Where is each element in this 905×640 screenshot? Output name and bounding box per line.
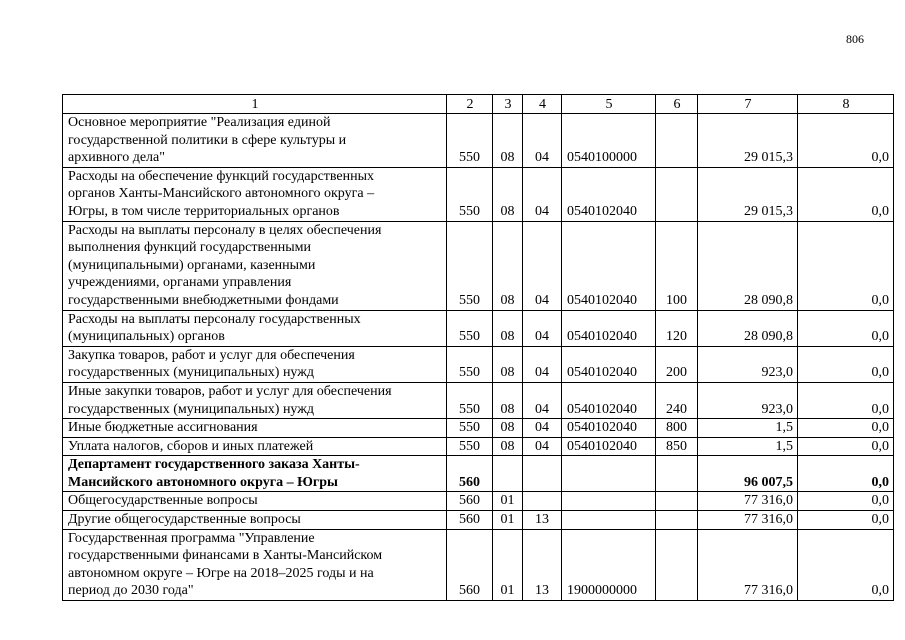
- header-cell: 7: [698, 95, 798, 114]
- section-code-cell: 550: [447, 114, 493, 168]
- table-row: [63, 511, 894, 530]
- amount-cell: 28 090,8: [698, 221, 798, 310]
- item-name-cell: [63, 310, 447, 346]
- item-name-cell: [63, 346, 447, 382]
- target-article-cell: 0540102040: [562, 419, 656, 438]
- subchapter-cell: 04: [523, 221, 562, 310]
- item-name-line: Расходы на выплаты персоналу государственных: [68, 311, 361, 327]
- subchapter-cell: 04: [523, 437, 562, 456]
- target-article-cell: [562, 511, 656, 530]
- header-cell: 5: [562, 95, 656, 114]
- table-row: [63, 456, 894, 492]
- expense-type-cell: 800: [656, 419, 698, 438]
- amount-cell: 0,0: [798, 114, 894, 168]
- item-name-line: государственными внебюджетными фондами: [68, 292, 339, 308]
- item-name-line: Уплата налогов, сборов и иных платежей: [68, 438, 314, 454]
- item-name-line: Расходы на выплаты персоналу в целях обеспечения: [68, 222, 382, 238]
- item-name-line: Другие общегосударственные вопросы: [68, 512, 301, 528]
- item-name-line: период до 2030 года": [68, 583, 194, 599]
- target-article-cell: 0540102040: [562, 346, 656, 382]
- amount-cell: 0,0: [798, 382, 894, 418]
- item-name-line: Расходы на обеспечение функций государственных: [68, 168, 375, 184]
- item-name-line: государственных (муниципальных) нужд: [68, 365, 315, 381]
- item-name-cell: [63, 437, 447, 456]
- section-code-cell: 560: [447, 492, 493, 511]
- chapter-cell: 08: [493, 346, 523, 382]
- subchapter-cell: [523, 492, 562, 511]
- amount-cell: 0,0: [798, 492, 894, 511]
- chapter-cell: 08: [493, 382, 523, 418]
- expense-type-cell: 850: [656, 437, 698, 456]
- expense-type-cell: 240: [656, 382, 698, 418]
- subchapter-cell: [523, 456, 562, 492]
- amount-cell: 923,0: [698, 346, 798, 382]
- section-code-cell: 550: [447, 167, 493, 221]
- amount-cell: 96 007,5: [698, 456, 798, 492]
- table-row: [63, 419, 894, 438]
- chapter-cell: 08: [493, 114, 523, 168]
- item-name-line: (муниципальных) органов: [68, 329, 225, 345]
- table-row: [63, 167, 894, 221]
- item-name-line: государственной политики в сфере культуры и: [68, 132, 347, 148]
- item-name-line: органов Ханты-Мансийского автономного округа –: [68, 186, 375, 202]
- chapter-cell: 01: [493, 529, 523, 600]
- item-name-line: архивного дела": [68, 150, 165, 166]
- item-name-cell: [63, 456, 447, 492]
- chapter-cell: 08: [493, 437, 523, 456]
- section-code-cell: 550: [447, 382, 493, 418]
- item-name-line: учреждениями, органами управления: [68, 275, 292, 291]
- item-name-line: Основное мероприятие "Реализация единой: [68, 115, 331, 130]
- item-name-cell: [63, 419, 447, 438]
- item-name-cell: [63, 529, 447, 600]
- item-name-cell: [63, 114, 447, 168]
- amount-cell: 0,0: [798, 456, 894, 492]
- subchapter-cell: 13: [523, 529, 562, 600]
- target-article-cell: 0540100000: [562, 114, 656, 168]
- item-name-line: Югры, в том числе территориальных органов: [68, 203, 340, 219]
- amount-cell: 29 015,3: [698, 167, 798, 221]
- amount-cell: 1,5: [698, 437, 798, 456]
- item-name-cell: [63, 167, 447, 221]
- expense-type-cell: [656, 529, 698, 600]
- header-row: [63, 95, 894, 114]
- chapter-cell: 08: [493, 419, 523, 438]
- amount-cell: 77 316,0: [698, 529, 798, 600]
- item-name-cell: [63, 382, 447, 418]
- amount-cell: 0,0: [798, 529, 894, 600]
- expense-type-cell: [656, 167, 698, 221]
- expense-type-cell: [656, 456, 698, 492]
- target-article-cell: [562, 492, 656, 511]
- expense-type-cell: [656, 114, 698, 168]
- table-row: [63, 114, 894, 168]
- table-row: [63, 310, 894, 346]
- section-code-cell: 560: [447, 511, 493, 530]
- amount-cell: 0,0: [798, 346, 894, 382]
- expense-type-cell: [656, 492, 698, 511]
- table-row: [63, 492, 894, 511]
- amount-cell: 923,0: [698, 382, 798, 418]
- subchapter-cell: 04: [523, 167, 562, 221]
- table-row: [63, 221, 894, 310]
- table-row: [63, 529, 894, 600]
- header-cell: 8: [798, 95, 894, 114]
- target-article-cell: [562, 456, 656, 492]
- amount-cell: 0,0: [798, 437, 894, 456]
- expense-type-cell: [656, 511, 698, 530]
- item-name-line: (муниципальными) органами, казенными: [68, 257, 316, 273]
- item-name-cell: [63, 511, 447, 530]
- item-name-cell: [63, 221, 447, 310]
- amount-cell: 77 316,0: [698, 492, 798, 511]
- section-code-cell: 550: [447, 437, 493, 456]
- item-name-line: Иные закупки товаров, работ и услуг для обеспечения: [68, 383, 392, 399]
- item-name-line: выполнения функций государственными: [68, 240, 311, 256]
- header-cell: 1: [63, 95, 447, 114]
- item-name-line: Департамент государственного заказа Ханты-: [68, 457, 360, 473]
- section-code-cell: 550: [447, 221, 493, 310]
- item-name-cell: [63, 492, 447, 511]
- item-name-line: Иные бюджетные ассигнования: [68, 420, 258, 436]
- table-row: [63, 437, 894, 456]
- section-code-cell: 560: [447, 456, 493, 492]
- subchapter-cell: 04: [523, 114, 562, 168]
- section-code-cell: 550: [447, 310, 493, 346]
- subchapter-cell: 13: [523, 511, 562, 530]
- subchapter-cell: 04: [523, 382, 562, 418]
- amount-cell: 0,0: [798, 221, 894, 310]
- chapter-cell: 08: [493, 310, 523, 346]
- section-code-cell: 560: [447, 529, 493, 600]
- chapter-cell: 01: [493, 511, 523, 530]
- chapter-cell: 08: [493, 167, 523, 221]
- subchapter-cell: 04: [523, 346, 562, 382]
- subchapter-cell: 04: [523, 419, 562, 438]
- target-article-cell: 0540102040: [562, 167, 656, 221]
- amount-cell: 77 316,0: [698, 511, 798, 530]
- budget-table: [62, 94, 894, 601]
- header-cell: 4: [523, 95, 562, 114]
- item-name-line: государственных (муниципальных) нужд: [68, 401, 315, 417]
- item-name-line: Мансийского автономного округа – Югры: [68, 474, 338, 490]
- target-article-cell: 0540102040: [562, 221, 656, 310]
- amount-cell: 0,0: [798, 511, 894, 530]
- item-name-line: автономном округе – Югре на 2018–2025 годы и на: [68, 565, 374, 581]
- target-article-cell: 0540102040: [562, 437, 656, 456]
- expense-type-cell: 120: [656, 310, 698, 346]
- expense-type-cell: 100: [656, 221, 698, 310]
- item-name-line: Государственная программа "Управление: [68, 530, 315, 546]
- item-name-line: государственными финансами в Ханты-Мансийском: [68, 548, 383, 564]
- item-name-line: Закупка товаров, работ и услуг для обеспечения: [68, 347, 355, 363]
- item-name-line: Общегосударственные вопросы: [68, 493, 258, 509]
- amount-cell: 0,0: [798, 310, 894, 346]
- table-row: [63, 346, 894, 382]
- header-cell: 2: [447, 95, 493, 114]
- amount-cell: 1,5: [698, 419, 798, 438]
- chapter-cell: [493, 456, 523, 492]
- subchapter-cell: 04: [523, 310, 562, 346]
- header-cell: 3: [493, 95, 523, 114]
- chapter-cell: 01: [493, 492, 523, 511]
- table-row: [63, 382, 894, 418]
- amount-cell: 28 090,8: [698, 310, 798, 346]
- section-code-cell: 550: [447, 346, 493, 382]
- amount-cell: 0,0: [798, 419, 894, 438]
- chapter-cell: 08: [493, 221, 523, 310]
- page-number: 806: [846, 32, 864, 46]
- amount-cell: 29 015,3: [698, 114, 798, 168]
- target-article-cell: 1900000000: [562, 529, 656, 600]
- section-code-cell: 550: [447, 419, 493, 438]
- header-cell: 6: [656, 95, 698, 114]
- target-article-cell: 0540102040: [562, 382, 656, 418]
- expense-type-cell: 200: [656, 346, 698, 382]
- amount-cell: 0,0: [798, 167, 894, 221]
- target-article-cell: 0540102040: [562, 310, 656, 346]
